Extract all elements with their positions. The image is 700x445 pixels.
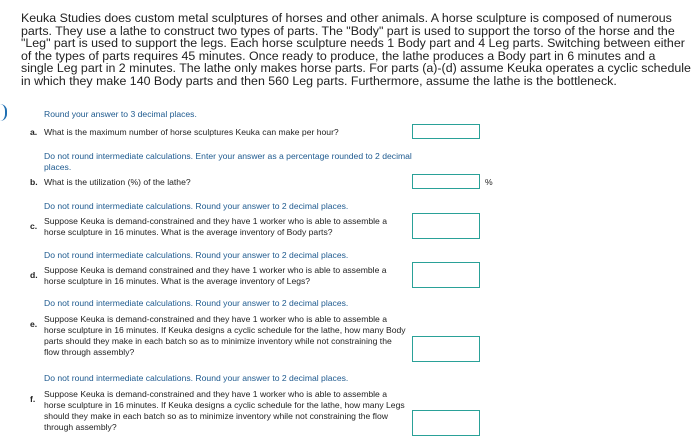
- question-f-answer-input[interactable]: [412, 410, 480, 436]
- question-f-text: Suppose Keuka is demand-constrained and they have 1 worker who is able to assemble a horse sculpture in 16 minutes. If Keuka designs a cyclic schedule for the lathe, how many Legs should they make in each batch so as to minimize inventory while not constraining the flow through assembly?: [44, 389, 405, 432]
- question-d-hint: Do not round intermediate calculations. Round your answer to 2 decimal places.: [44, 250, 349, 260]
- question-a-answer-input[interactable]: [412, 124, 480, 139]
- question-b-hint: Do not round intermediate calculations. Enter your answer as a percentage rounded to 2 decimal places.: [44, 151, 412, 172]
- question-a-text: What is the maximum number of horse sculptures Keuka can make per hour?: [44, 127, 339, 137]
- question-b-letter: b.: [30, 177, 38, 187]
- question-e-answer-input[interactable]: [412, 336, 480, 362]
- question-b-answer-input[interactable]: [412, 174, 480, 189]
- question-f-letter: f.: [30, 394, 36, 404]
- question-a-hint: Round your answer to 3 decimal places.: [44, 109, 197, 119]
- question-f-hint: Do not round intermediate calculations. Round your answer to 2 decimal places.: [44, 373, 349, 383]
- question-d-text: Suppose Keuka is demand constrained and they have 1 worker who is able to assemble a horse sculpture in 16 minutes. What is the average inventory of Legs?: [44, 265, 387, 286]
- percent-unit-label: %: [485, 177, 493, 187]
- question-d-answer-input[interactable]: [412, 262, 480, 288]
- question-a-letter: a.: [30, 127, 38, 137]
- question-b-text: What is the utilization (%) of the lathe?: [44, 177, 191, 187]
- question-c-hint: Do not round intermediate calculations. Round your answer to 2 decimal places.: [44, 201, 349, 211]
- problem-statement: Keuka Studies does custom metal sculptures of horses and other animals. A horse sculpture is composed of numerous parts. They use a lathe to construct two types of parts. The "Body" part is used to support the torso of the horse and the "Leg" part is used to support the legs. Each horse sculpture needs 1 Body part and 4 Leg parts. Switching between either of the types of parts requires 45 minutes. Once ready to produce, the lathe produces a Body part in 6 minutes and a single Leg part in 2 minutes. The lathe only makes horse parts. For parts (a)-(d) assume Keuka operates a cyclic schedule in which they make 140 Body parts and then 560 Leg parts. Furthermore, assume the lathe is the bottleneck.: [21, 11, 691, 88]
- question-group-marker: [0, 104, 7, 121]
- question-e-hint: Do not round intermediate calculations. Round your answer to 2 decimal places.: [44, 298, 349, 308]
- question-e-letter: e.: [30, 319, 38, 329]
- question-d-letter: d.: [30, 270, 38, 280]
- question-c-text: Suppose Keuka is demand-constrained and they have 1 worker who is able to assemble a horse sculpture in 16 minutes. What is the average inventory of Body parts?: [44, 216, 387, 237]
- question-c-letter: c.: [30, 221, 38, 231]
- question-e-text: Suppose Keuka is demand-constrained and they have 1 worker who is able to assemble a horse sculpture in 16 minutes. If Keuka designs a cyclic schedule for the lathe, how many Body parts should they make in each batch so as to minimize inventory while not constraining the flow through assembly?: [44, 314, 406, 357]
- question-c-answer-input[interactable]: [412, 213, 480, 239]
